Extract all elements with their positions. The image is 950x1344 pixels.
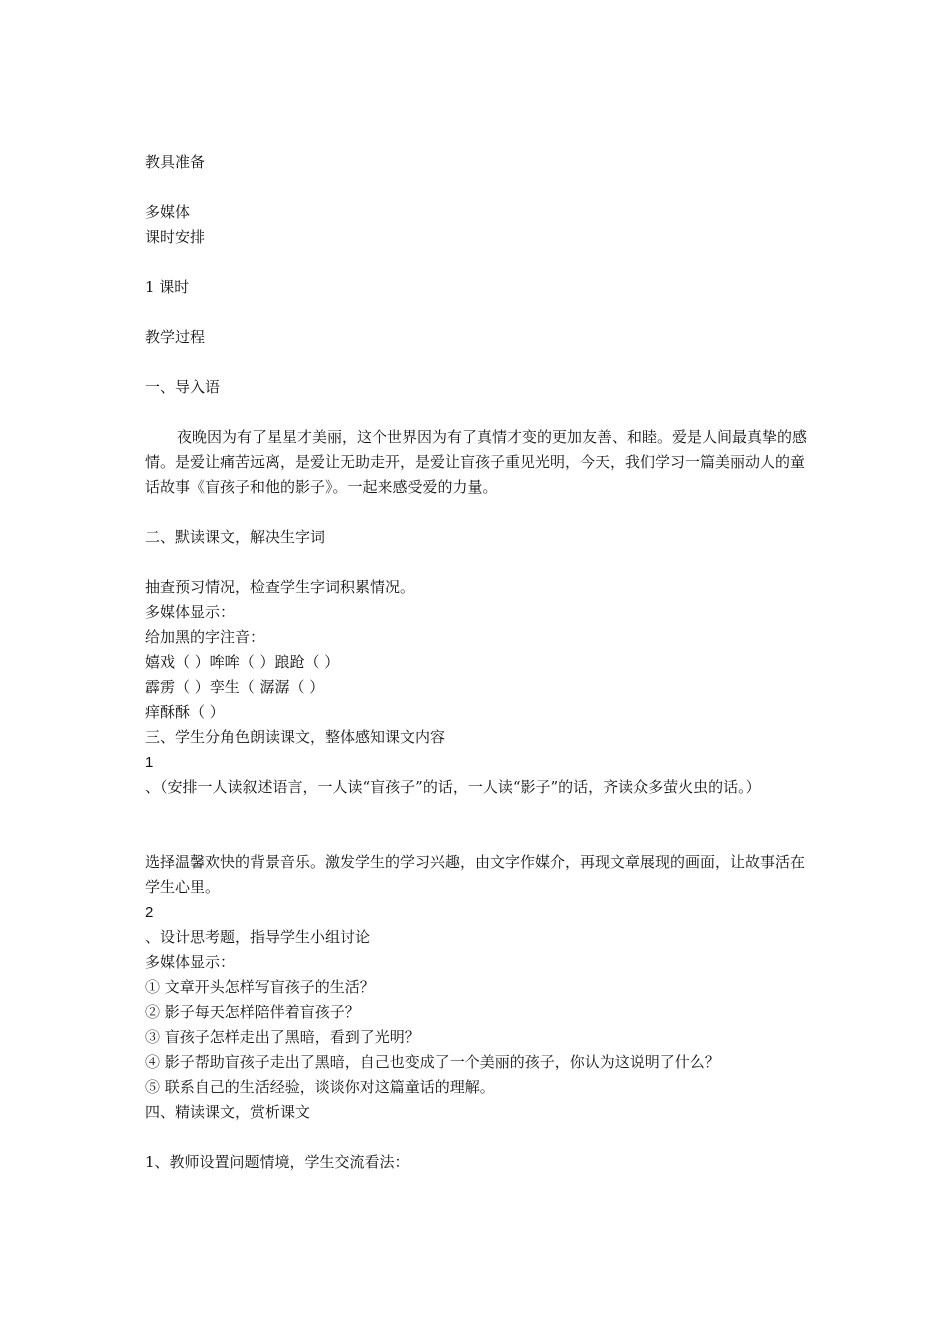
schedule-value: 1 课时: [145, 278, 190, 296]
spacer: [145, 350, 810, 375]
question-item: ④ 影子帮助盲孩子走出了黑暗，自己也变成了一个美丽的孩子，你认为这说明了什么？: [145, 1053, 720, 1071]
question-item: ⑤ 联系自己的生活经验，谈谈你对这篇童话的理解。: [145, 1078, 495, 1096]
multimedia-show-label: 多媒体显示：: [145, 953, 236, 971]
pinyin-instruction: 给加黑的字注音：: [145, 628, 266, 646]
spacer: [145, 800, 810, 825]
document-body: [145, 150, 810, 1175]
item-1-text: 、（安排一人读叙述语言，一人读“盲孩子”的话，一人读“影子”的话，齐读众多萤火虫的话。）: [145, 778, 761, 796]
process-heading: 教学过程: [145, 328, 206, 346]
question-item: ② 影子每天怎样陪伴着盲孩子？: [145, 1003, 360, 1021]
spacer: [145, 175, 810, 200]
question-item: ① 文章开头怎样写盲孩子的生活？: [145, 978, 375, 996]
spacer: [145, 400, 810, 425]
section-4-title: 四、精读课文，赏析课文: [145, 1103, 311, 1121]
section-3-title: 三、学生分角色朗读课文，整体感知课文内容: [145, 728, 446, 746]
question-item: ③ 盲孩子怎样走出了黑暗，看到了光明？: [145, 1028, 420, 1046]
spacer: [145, 1125, 810, 1150]
schedule-heading: 课时安排: [145, 228, 206, 246]
word-row: 痒酥酥（ ）: [145, 703, 225, 721]
section-4-item-1: 1、教师设置问题情境，学生交流看法：: [145, 1153, 410, 1171]
section-2-title: 二、默读课文，解决生字词: [145, 528, 326, 546]
spacer: [145, 500, 810, 525]
item-2-number: 2: [145, 904, 154, 921]
section-1-title: 一、导入语: [145, 378, 221, 396]
spacer: [145, 550, 810, 575]
spacer: [145, 300, 810, 325]
teaching-tools-heading: 教具准备: [145, 153, 206, 171]
spacer: [145, 825, 810, 850]
item-2-text: 、设计思考题，指导学生小组讨论: [145, 928, 371, 946]
multimedia-show-label: 多媒体显示：: [145, 603, 236, 621]
word-row: 嬉戏（ ）哞哞（ ）踉跄（ ）: [145, 653, 340, 671]
word-row: 霹雳（ ）孪生（ 潺潺（ ）: [145, 678, 325, 696]
intro-paragraph: 夜晚因为有了星星才美丽，这个世界因为有了真情才变的更加友善、和睦。爱是人间最真挚的感情。是爱让痛苦远离，是爱让无助走开，是爱让盲孩子重见光明，今天，我们学习一篇美丽动人的童话故事《盲孩子和他的影子》。一起来感受爱的力量。: [145, 428, 808, 496]
spacer: [145, 250, 810, 275]
teaching-tools-value: 多媒体: [145, 203, 191, 221]
check-preview-text: 抽查预习情况，检查学生字词积累情况。: [145, 578, 416, 596]
item-1-number: 1: [145, 754, 154, 771]
music-paragraph: 选择温馨欢快的背景音乐。激发学生的学习兴趣，由文字作媒介，再现文章展现的画面，让故事活在学生心里。: [145, 853, 806, 896]
